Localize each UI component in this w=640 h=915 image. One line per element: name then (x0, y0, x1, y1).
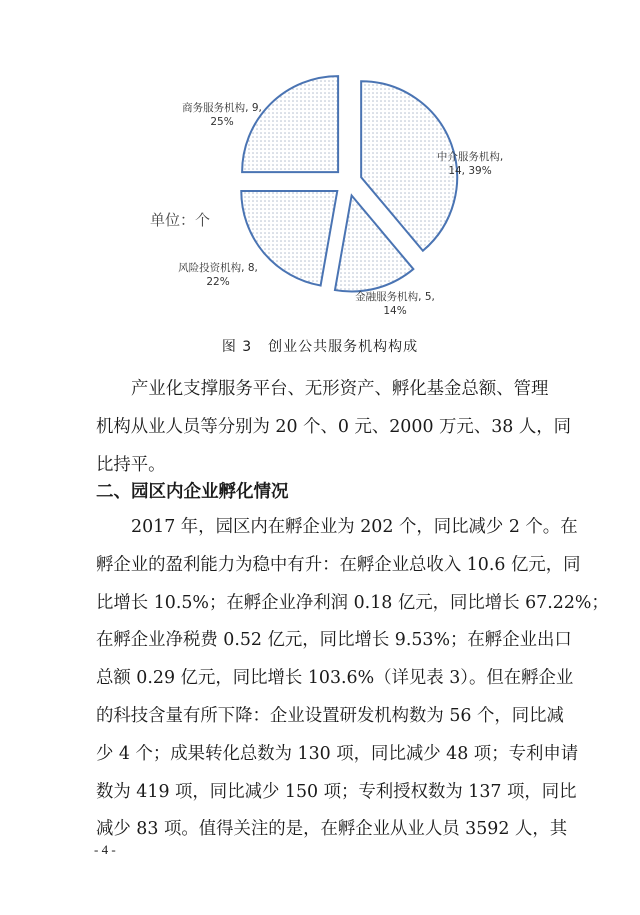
paragraph-platforms (96, 371, 572, 484)
paragraph-line: 的科技含量有所下降：企业设置研发机构数为 56 个，同比减 (96, 705, 564, 726)
figure-number: 图 3 (221, 339, 253, 355)
paragraph-line: 减少 83 项。值得关注的是，在孵企业从业人员 3592 人，其 (96, 819, 568, 840)
section-heading: 二、园区内企业孵化情况 (96, 482, 289, 502)
paragraph-line: 机构从业人员等分别为 20 个、0 元、2000 万元、38 人，同 (96, 416, 572, 437)
pie-slice-label: 风险投资机构, 8, 22% (178, 262, 258, 288)
paragraph-line: 孵企业的盈利能力为稳中有升：在孵企业总收入 10.6 亿元，同 (96, 554, 581, 575)
figure-title: 创业公共服务机构构成 (268, 339, 419, 355)
pie-slice-label: 商务服务机构, 9, 25% (182, 102, 262, 128)
figure-caption (0, 336, 640, 356)
paragraph-line: 比增长 10.5%；在孵企业净利润 0.18 亿元，同比增长 67.22%； (96, 592, 609, 613)
pie-chart (0, 0, 640, 330)
paragraph-line: 产业化支撑服务平台、无形资产、孵化基金总额、管理 (131, 379, 549, 399)
paragraph-line: 比持平。 (96, 454, 166, 475)
page-number: - 4 - (94, 842, 116, 857)
paragraph-incubation (96, 509, 609, 849)
paragraph-line: 数为 419 项，同比减少 150 项；专利授权数为 137 项，同比 (96, 781, 577, 802)
paragraph-line: 在孵企业净税费 0.52 亿元，同比增长 9.53%；在孵企业出口 (96, 630, 572, 651)
paragraph-line: 2017 年，园区内在孵企业为 202 个，同比减少 2 个。在 (131, 517, 578, 537)
pie-slice-label: 金融服务机构, 5, 14% (355, 291, 435, 317)
pie-unit-label: 单位：个 (150, 211, 211, 229)
pie-slice (242, 76, 338, 172)
pie-slice-label: 中介服务机构, 14, 39% (436, 151, 504, 177)
paragraph-line: 少 4 个；成果转化总数为 130 项，同比减少 48 项；专利申请 (96, 743, 579, 764)
paragraph-line: 总额 0.29 亿元，同比增长 103.6%（详见表 3）。但在孵企业 (96, 668, 574, 689)
